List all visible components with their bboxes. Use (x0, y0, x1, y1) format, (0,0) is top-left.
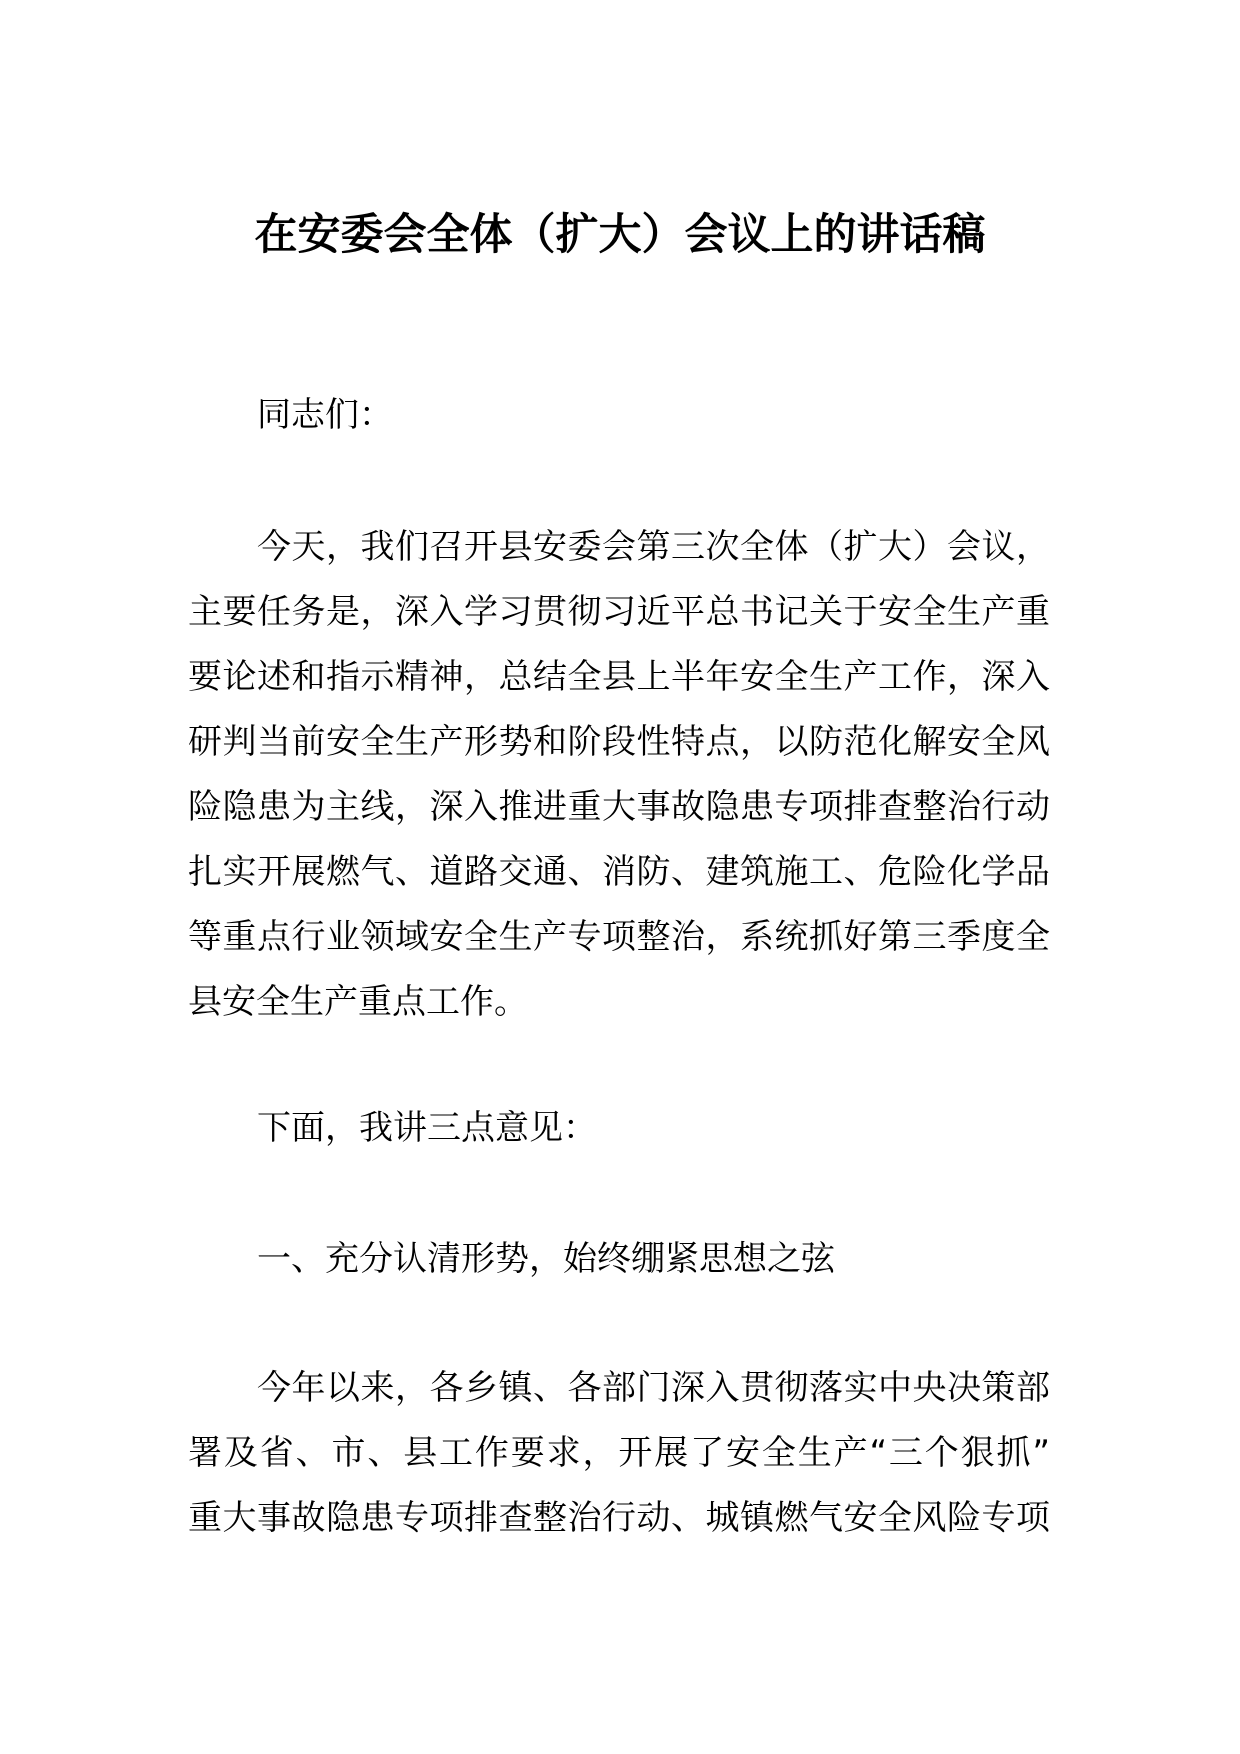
text-line: 同志们： (257, 395, 393, 435)
text-line: 一、充分认清形势，始终绷紧思想之弦 (257, 1239, 835, 1279)
text-line: 下面，我讲三点意见： (257, 1108, 597, 1148)
text-line: 今天，我们召开县安委会第三次全体（扩大）会议， (257, 527, 1050, 567)
text-line: 研判当前安全生产形势和阶段性特点，以防范化解安全风 (188, 722, 1050, 762)
paragraph-salutation (188, 383, 1050, 448)
paragraph-intro (188, 515, 1050, 1035)
paragraph-transition (188, 1096, 1050, 1161)
text-line: 主要任务是，深入学习贯彻习近平总书记关于安全生产重 (188, 592, 1050, 632)
text-line: 要论述和指示精神，总结全县上半年安全生产工作，深入 (188, 657, 1050, 697)
paragraph-section-1 (188, 1356, 1050, 1551)
text-line: 署及省、市、县工作要求，开展了安全生产“三个狠抓” (188, 1433, 1050, 1473)
text-line: 重大事故隐患专项排查整治行动、城镇燃气安全风险专项 (188, 1498, 1050, 1538)
text-line: 扎实开展燃气、道路交通、消防、建筑施工、危险化学品 (188, 852, 1050, 892)
text-line: 等重点行业领域安全生产专项整治，系统抓好第三季度全 (188, 917, 1050, 957)
text-line: 今年以来，各乡镇、各部门深入贯彻落实中央决策部 (257, 1368, 1050, 1408)
section-heading-1 (188, 1227, 1050, 1292)
document-title: 在安委会全体（扩大）会议上的讲话稿 (254, 210, 986, 260)
text-line: 险隐患为主线，深入推进重大事故隐患专项排查整治行动 (188, 787, 1050, 827)
text-line: 县安全生产重点工作。 (188, 982, 528, 1022)
